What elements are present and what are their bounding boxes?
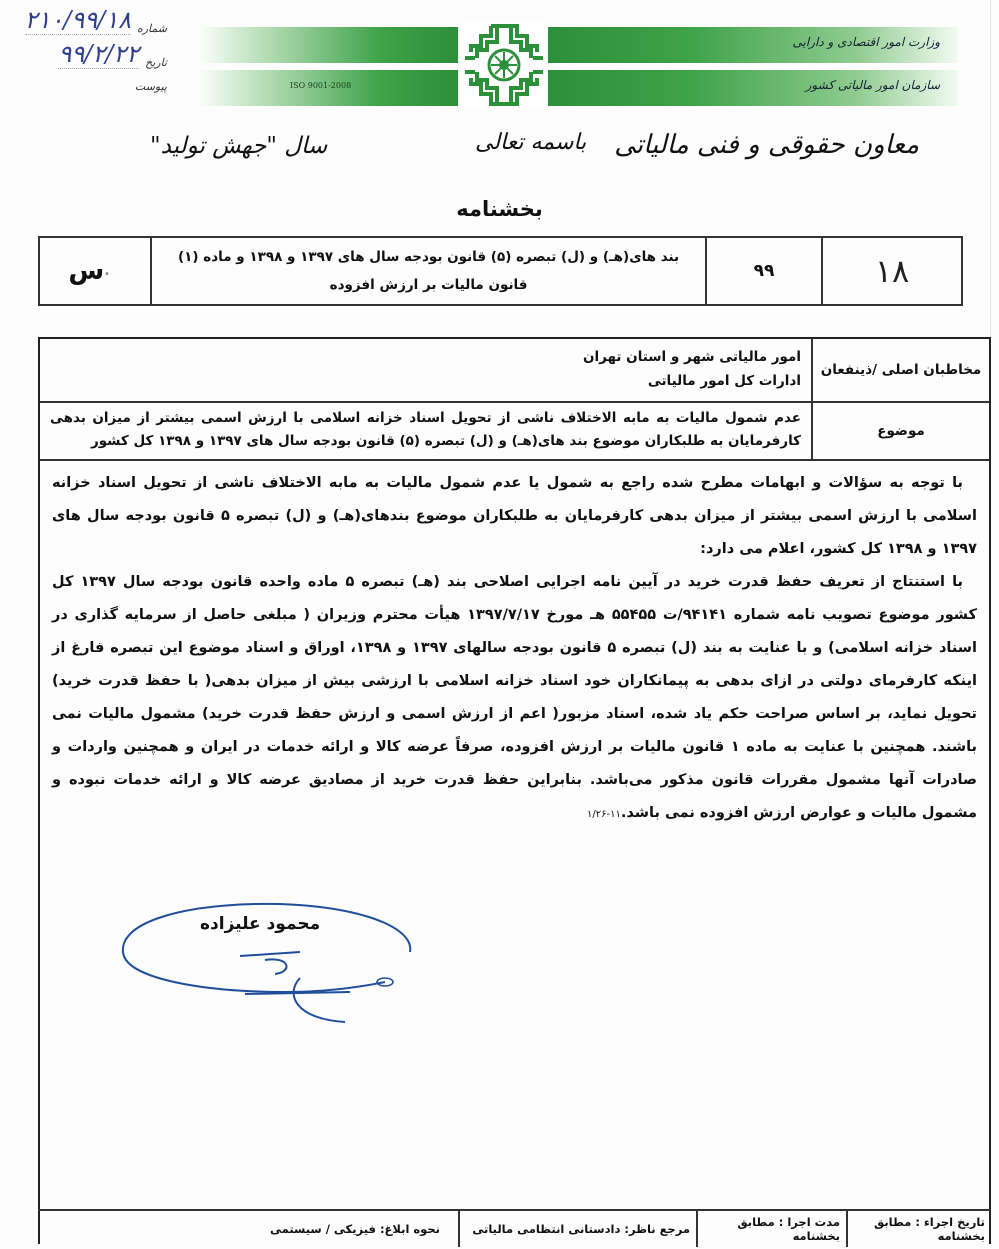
circular-subject-line-1: بند های(هـ) و (ل) تبصره (۵) قانون بودجه سال های ۱۳۹۷ و ۱۳۹۸ و ماده (۱) <box>177 249 680 265</box>
body-paragraph-2 <box>52 566 977 831</box>
letterhead-band-ministry <box>548 27 958 63</box>
audience-value <box>40 339 811 401</box>
letterhead-band-organization <box>548 70 958 106</box>
subject-value: عدم شمول مالیات به مابه الاختلاف ناشی از تحویل اسناد خزانه اسلامی با ارزش اسمی بیشتر از میزان بدهی کارفرمایان به طلبکاران موضوع بند های(هـ) و (ل) تبصره (۵) قانون بودجه سال های ۱۳۹۷ و ۱۳۹۸ کل کشور <box>50 410 801 449</box>
supervisory-authority: مرجع ناظر: دادستانی انتظامی مالیاتی <box>458 1211 696 1247</box>
reference-attachment <box>135 80 167 93</box>
circular-header-table <box>38 236 963 306</box>
reference-number <box>25 6 167 35</box>
circular-subject-line-2: قانون مالیات بر ارزش افزوده <box>329 277 528 293</box>
reference-date <box>58 40 167 69</box>
body-paragraph-1: با توجه به سؤالات و ابهامات مطرح شده راجع به شمول یا عدم شمول مالیات به مابه الاختلاف ناشی از تحویل اسناد خزانه اسلامی با ارزش اسمی بیشتر از میزان بدهی کارفرمایان به طلبکاران موضوع بندهای(هـ) و (ل) تبصره ۵ قانون بودجه سال های ۱۳۹۷ و ۱۳۹۸ کل کشور، اعلام می دارد: <box>52 475 977 557</box>
audience-row <box>40 339 989 403</box>
execution-date: تاریخ اجراء : مطابق بخشنامه <box>846 1211 991 1247</box>
audience-label: مخاطبان اصلی /ذینفعان <box>811 339 989 401</box>
footer-table <box>38 1209 991 1249</box>
closing-code: ۱۱-۱/۲۶ <box>587 809 621 820</box>
letterhead-band-left-top <box>196 27 458 63</box>
reference-date-label: تاریخ <box>145 56 167 69</box>
execution-period: مدت اجرا : مطابق بخشنامه <box>696 1211 846 1247</box>
audience-line-1: امور مالیاتی شهر و استان تهران <box>582 349 801 365</box>
mark-dot: . <box>104 263 110 279</box>
organization-name: سازمان امور مالیاتی کشور <box>805 78 940 92</box>
reference-date-value: ۹۹/۲/۲۲ <box>58 40 140 68</box>
tax-organization-emblem-icon <box>461 22 547 108</box>
audience-line-2: ادارات کل امور مالیاتی <box>647 373 801 389</box>
body-paragraph-2-text: با استنتاج از تعریف حفظ قدرت خرید در آیین نامه اجرایی اصلاحی بند (هـ) تبصره ۵ ماده واحده قانون بودجه سال ۱۳۹۷ کل کشور موضوع تصویب نامه شماره ۹۴۱۴۱/ت ۵۵۴۵۵ هـ مورخ ۱۳۹۷/۷/۱۷ هیأت محترم وزیران ( مبلغی حاصل از سرمایه گذاری در اسناد خزانه اسلامی) و با عنایت به بند (ل) تبصره ۵ قانون بودجه سالهای ۱۳۹۷ و ۱۳۹۸، اوراق و اسناد موضوع این تبصره فارغ از اینکه کارفرمای دولتی در ازای بدهی به پیمانکاران خود اسناد خزانه اسلامی با ارزشی بیش از میزان بدهی( با حفظ قدرت خرید) تحویل نماید، بر اساس صراحت حکم یاد شده، اسناد مزبور( اعم از ارزش اسمی و ارزش حفظ قدرت خرید) مشمول مالیات نمی باشند. همچنین با عنایت به ماده ۱ قانون مالیات بر ارزش افزوده، صرفاً عرضه کالا و ارائه خدمات در ایران و همچنین واردات و صادرات آنها مشمول مقررات قانون مذکور می‌باشد. بنابراین حفظ قدرت خرید از مصادیق عرضه کالا و ارائه خدمات نبوده و مشمول مالیات و عوارض ارزش افزوده نمی باشد. <box>52 574 978 821</box>
year-motto: سال "جهش تولید" <box>150 133 328 159</box>
reference-number-label: شماره <box>136 22 167 35</box>
classification-cell <box>40 238 150 304</box>
reference-block <box>0 6 175 106</box>
deputy-title: معاون حقوقی و فنی مالیاتی <box>614 130 919 160</box>
subject-row <box>40 403 989 461</box>
subject-label: موضوع <box>811 403 989 459</box>
reference-attachment-label: پیوست <box>134 80 167 93</box>
circular-body <box>40 461 989 831</box>
classification-code: س <box>68 256 105 286</box>
circular-number: ۱۸ <box>821 238 961 304</box>
reference-number-value: ۲۱۰/۹۹/۱۸ <box>24 6 131 34</box>
ministry-name: وزارت امور اقتصادی و دارایی <box>792 35 940 49</box>
invocation: باسمه تعالی <box>475 130 587 155</box>
notification-method: نحوه ابلاغ: فیزیکی / سیستمی <box>269 1222 440 1236</box>
circular-year: ۹۹ <box>705 238 821 304</box>
iso-label: ISO 9001-2008 <box>290 81 352 90</box>
signer-name: محمود علیزاده <box>200 914 321 934</box>
main-content-table <box>38 337 991 1244</box>
document-type-title: بخشنامه <box>456 197 543 221</box>
circular-subject <box>150 238 705 304</box>
